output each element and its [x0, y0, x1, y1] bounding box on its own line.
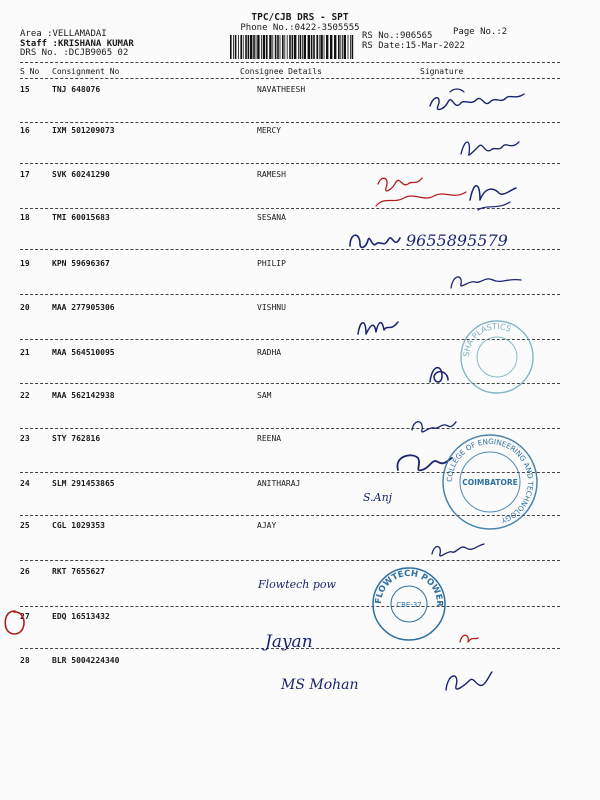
- barcode-bar: [308, 35, 310, 59]
- rs-date-label: RS Date:: [362, 41, 406, 51]
- barcode-bar: [342, 35, 343, 59]
- handwritten-sanj: S.Anj: [363, 491, 393, 504]
- page-value: 2: [501, 27, 508, 37]
- drs-value: DCJB9065 02: [68, 48, 129, 58]
- barcode-bar: [280, 35, 281, 59]
- divider: [20, 78, 560, 79]
- row-consignment: TNJ 648076: [52, 85, 101, 94]
- barcode-bar: [300, 35, 302, 59]
- phone-label: Phone No.:: [240, 23, 295, 33]
- signature-ajay: [428, 536, 488, 562]
- signature-sesana: [346, 226, 404, 256]
- row-consignment: MAA 562142938: [52, 391, 115, 400]
- barcode-bar: [304, 35, 306, 59]
- area-label: Area :: [20, 29, 53, 39]
- barcode-bar: [263, 35, 265, 59]
- divider: [20, 606, 560, 607]
- document-title: TPC/CJB DRS - SPT: [251, 12, 349, 23]
- row-sno: 25: [20, 521, 30, 530]
- barcode-bar: [302, 35, 303, 59]
- barcode-bar: [248, 35, 250, 59]
- barcode-bar: [266, 35, 268, 59]
- row-consignee: MERCY: [257, 126, 282, 135]
- phone-value: 0422-3505555: [294, 23, 360, 33]
- barcode-bar: [287, 35, 288, 59]
- barcode-bar: [230, 35, 232, 59]
- row-sno: 17: [20, 170, 30, 179]
- row-consignment: IXM 501209073: [52, 126, 115, 135]
- stamp3-ring-text: FLOWTECH POWER: [373, 568, 445, 607]
- barcode-bar: [245, 35, 247, 59]
- barcode-bar: [235, 35, 237, 59]
- stamp1-text: SHA PLASTICS: [461, 321, 513, 358]
- page-label: Page No.:: [453, 27, 502, 37]
- row-consignee: SESANA: [257, 213, 286, 222]
- row-consignment: TMI 60015683: [52, 213, 110, 222]
- row-consignee: NAVATHEESH: [257, 85, 306, 94]
- barcode-bar: [320, 35, 322, 59]
- col-sno: S No: [20, 67, 40, 76]
- signature-vishnu: [354, 312, 404, 340]
- barcode-bar: [334, 35, 336, 59]
- barcode-bar: [340, 35, 341, 59]
- row-sno: 16: [20, 126, 30, 135]
- row-consignee: RAMESH: [257, 170, 286, 179]
- row-consignee: REENA: [257, 434, 282, 443]
- barcode-bar: [344, 35, 346, 59]
- signature-ramesh: [370, 170, 520, 218]
- row-consignment: BLR 5004224340: [52, 656, 120, 665]
- barcode-bar: [277, 35, 279, 59]
- handwritten-phone: 9655895579: [406, 231, 508, 250]
- barcode-bar: [282, 35, 284, 59]
- row-consignment: CGL 1029353: [52, 521, 105, 530]
- handwritten-row26: Flowtech pow: [258, 578, 336, 591]
- barcode-bar: [348, 35, 349, 59]
- stamp2-ring-text: COLLEGE OF ENGINEERING AND TECHNOLOGY: [444, 436, 536, 526]
- signature-mercy: [455, 132, 525, 162]
- header-center: [0, 13, 600, 33]
- barcode-bar: [253, 35, 255, 59]
- barcode-bar: [330, 35, 332, 59]
- row-consignee: ANITHARAJ: [257, 479, 301, 488]
- barcode-bar: [350, 35, 351, 59]
- barcode-bar: [294, 35, 296, 59]
- divider: [20, 163, 560, 164]
- row-sno: 24: [20, 479, 30, 488]
- stamp-college: [440, 432, 540, 532]
- red-mark-dr: [456, 628, 480, 648]
- barcode-bar: [256, 35, 257, 59]
- barcode-bar: [233, 35, 234, 59]
- barcode-bar: [243, 35, 244, 59]
- row-consignee: PHILIP: [257, 259, 286, 268]
- header-left: [20, 30, 134, 59]
- barcode-bar: [250, 35, 252, 59]
- barcode-bar: [324, 35, 325, 59]
- barcode-bar: [238, 35, 239, 59]
- barcode-bar: [240, 35, 242, 59]
- barcode-bar: [292, 35, 294, 59]
- barcode-bar: [316, 35, 318, 59]
- handwritten-row28: MS Mohan: [281, 677, 359, 693]
- row-consignment: MAA 277905306: [52, 303, 115, 312]
- signature-navatheesh: [420, 84, 530, 116]
- divider: [20, 122, 560, 123]
- row-consignment: STY 762816: [52, 434, 101, 443]
- stamp-flowtech: [370, 565, 448, 643]
- row-sno: 27: [20, 612, 30, 621]
- row-consignee: AJAY: [257, 521, 277, 530]
- barcode-bar: [352, 35, 354, 59]
- rs-no-value: 906565: [399, 31, 433, 41]
- barcode-bar: [272, 35, 273, 59]
- barcode-bar: [289, 35, 291, 59]
- stamp2-center-text: COIMBATORE: [462, 478, 518, 487]
- barcode-bar: [261, 35, 262, 59]
- divider: [20, 62, 560, 63]
- row-sno: 18: [20, 213, 30, 222]
- row-consignee: SAM: [257, 391, 272, 400]
- divider: [20, 428, 560, 429]
- staff-label: Staff :: [20, 38, 58, 49]
- row-consignment: SVK 60241290: [52, 170, 110, 179]
- barcode-bar: [284, 35, 285, 59]
- row-sno: 20: [20, 303, 30, 312]
- row-sno: 15: [20, 85, 30, 94]
- signature-row28: [440, 664, 494, 698]
- staff-value: KRISHANA KUMAR: [57, 38, 134, 49]
- red-circle-mark: [2, 608, 28, 638]
- divider: [20, 294, 560, 295]
- stamp3-center-text: CBE-37: [396, 601, 422, 609]
- barcode-bar: [319, 35, 320, 59]
- header-right: [362, 31, 465, 51]
- rs-no-label: RS No.:: [362, 31, 400, 41]
- row-sno: 21: [20, 348, 30, 357]
- row-sno: 26: [20, 567, 30, 576]
- barcode-bar: [311, 35, 313, 59]
- barcode-bar: [298, 35, 299, 59]
- barcode-bar: [338, 35, 340, 59]
- barcode-bar: [313, 35, 315, 59]
- handwritten-row27: Jayan: [265, 632, 313, 652]
- row-sno: 19: [20, 259, 30, 268]
- col-consignment: Consignment No: [52, 67, 120, 76]
- row-sno: 28: [20, 656, 30, 665]
- col-consignee: Consignee Details: [240, 67, 322, 76]
- barcode-bar: [326, 35, 328, 59]
- row-sno: 23: [20, 434, 30, 443]
- stamp-plastics: [458, 318, 536, 396]
- row-consignment: RKT 7655627: [52, 567, 105, 576]
- row-consignee: RADHA: [257, 348, 282, 357]
- barcode-bar: [257, 35, 259, 59]
- row-consignment: EDQ 16513432: [52, 612, 110, 621]
- row-sno: 22: [20, 391, 30, 400]
- barcode-bar: [269, 35, 271, 59]
- area-value: VELLAMADAI: [52, 29, 107, 39]
- row-consignment: MAA 564510095: [52, 348, 115, 357]
- col-signature: Signature: [420, 67, 464, 76]
- barcode: [228, 35, 354, 59]
- drs-label: DRS No. :: [20, 48, 69, 58]
- row-consignment: KPN 59696367: [52, 259, 110, 268]
- row-consignee: VISHNU: [257, 303, 286, 312]
- signature-philip: [445, 268, 525, 294]
- rs-date-value: 15-Mar-2022: [405, 41, 465, 51]
- row-consignment: SLM 291453865: [52, 479, 115, 488]
- barcode-bar: [275, 35, 277, 59]
- signature-radha: [424, 358, 454, 388]
